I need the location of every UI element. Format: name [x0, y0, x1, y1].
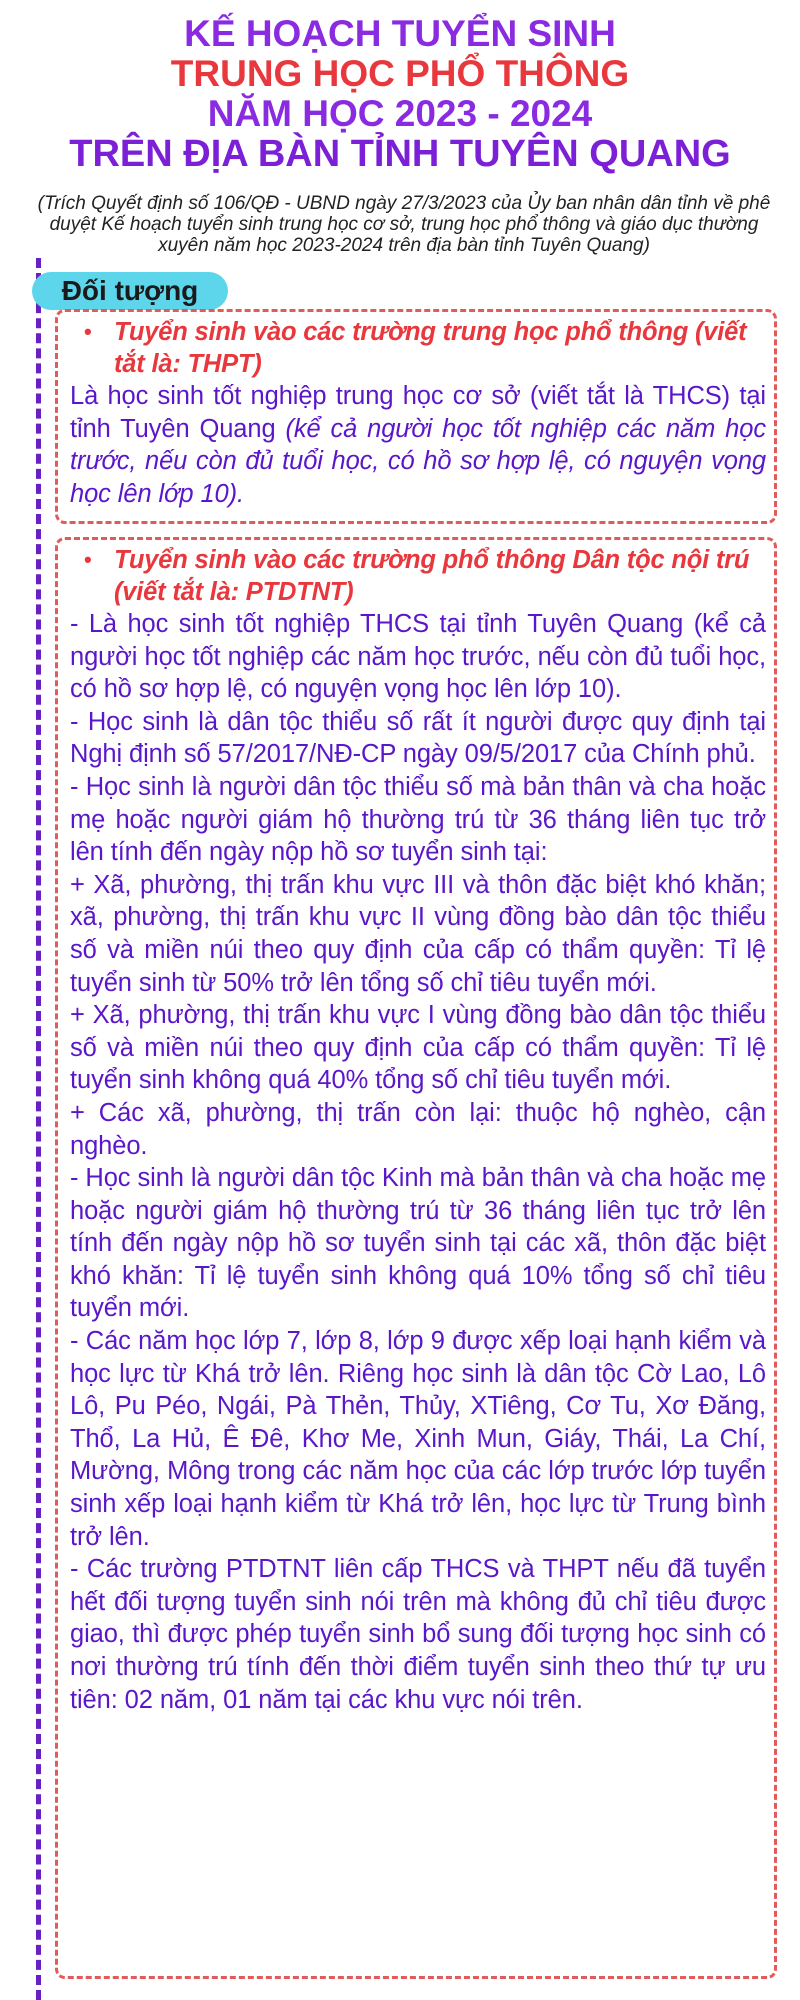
thpt-description: [70, 380, 766, 510]
section-label-pill: Đối tượng: [32, 272, 228, 310]
ptdtnt-heading: [70, 544, 766, 608]
thpt-description-italic: (kể cả người học tốt nghiệp các năm học trước, nếu còn đủ tuổi học, có hồ sơ hợp lệ, có nguyện vọng học lên lớp 10).: [70, 414, 766, 508]
ptdtnt-paragraph: - Các trường PTDTNT liên cấp THCS và THPT nếu đã tuyển hết đối tượng tuyển sinh nói trên mà không đủ chỉ tiêu được giao, thì được phép tuyển sinh bổ sung đối tượng học sinh có nơi thường trú tính đến thời điểm tuyển sinh theo thứ tự ưu tiên: 02 năm, 01 năm tại các khu vực nói trên.: [70, 1555, 766, 1714]
ptdtnt-paragraph: + Các xã, phường, thị trấn còn lại: thuộc hộ nghèo, cận nghèo.: [70, 1098, 766, 1160]
thpt-description-plain: Là học sinh tốt nghiệp trung học cơ sở (viết tắt là THCS) tại tỉnh Tuyên Quang: [70, 382, 766, 443]
ptdtnt-paragraph: - Học sinh là dân tộc thiểu số rất ít người được quy định tại Nghị định số 57/2017/NĐ-CP ngày 09/5/2017 của Chính phủ.: [70, 707, 766, 769]
thpt-box: [55, 309, 777, 524]
ptdtnt-paragraph: - Học sinh là người dân tộc thiểu số mà bản thân và cha hoặc mẹ hoặc người giám hộ thường trú từ 36 tháng liên tục trở lên tính đến ngày nộp hồ sơ tuyển sinh tại:: [70, 772, 766, 867]
title-line-2: TRUNG HỌC PHỔ THÔNG: [170, 53, 630, 94]
source-note: (Trích Quyết định số 106/QĐ - UBND ngày 27/3/2023 của Ủy ban nhân dân tỉnh về phê duyệt Kế hoạch tuyển sinh trung học cơ sở, trung học phổ thông và giáo dục thường xuyên năm học 2023-2024 trên địa bàn tỉnh Tuyên Quang): [37, 193, 771, 256]
thpt-heading-text: Tuyển sinh vào các trường trung học phổ thông (viết tắt là: THPT): [114, 318, 747, 378]
bullet-dot-icon: •: [84, 319, 92, 344]
title-line-3: NĂM HỌC 2023 - 2024: [207, 93, 593, 134]
bullet-dot-icon: •: [84, 547, 92, 572]
side-dashed-line: [36, 258, 41, 2000]
ptdtnt-box: [55, 537, 777, 1979]
ptdtnt-paragraph: + Xã, phường, thị trấn khu vực I vùng đồng bào dân tộc thiểu số và miền núi theo quy định của cấp có thẩm quyền: Tỉ lệ tuyển sinh không quá 40% tổng số chỉ tiêu tuyển mới.: [70, 1001, 766, 1095]
ptdtnt-paragraph: - Là học sinh tốt nghiệp THCS tại tỉnh Tuyên Quang (kể cả người học tốt nghiệp các năm học trước, nếu còn đủ tuổi học, có hồ sơ hợp lệ, có nguyện vọng học lên lớp 10).: [70, 610, 766, 704]
ptdtnt-heading-text: Tuyển sinh vào các trường phổ thông Dân tộc nội trú (viết tắt là: PTDTNT): [114, 546, 750, 606]
title-block: [0, 14, 800, 174]
thpt-heading: [70, 316, 766, 380]
title-line-4: TRÊN ĐỊA BÀN TỈNH TUYÊN QUANG: [69, 133, 731, 175]
ptdtnt-paragraph: + Xã, phường, thị trấn khu vực III và thôn đặc biệt khó khăn; xã, phường, thị trấn khu vực II vùng đồng bào dân tộc thiểu số và miền núi theo quy định của cấp có thẩm quyền: Tỉ lệ tuyển sinh từ 50% trở lên tổng số chỉ tiêu tuyển mới.: [70, 870, 766, 997]
ptdtnt-paragraph: - Các năm học lớp 7, lớp 8, lớp 9 được xếp loại hạnh kiểm và học lực từ Khá trở lên. Riêng học sinh là dân tộc Cờ Lao, Lô Lô, Pu Péo, Ngái, Pà Thẻn, Thủy, XTiêng, Cơ Tu, Xơ Đăng, Thổ, La Hủ, Ê Đê, Khơ Me, Xinh Mun, Giáy, Thái, La Chí, Mường, Mông trong các năm học của các lớp trước lớp tuyển sinh xếp loại hạnh kiểm từ Khá trở lên, học lực từ Trung bình trở lên.: [70, 1327, 766, 1551]
ptdtnt-paragraph: - Học sinh là người dân tộc Kinh mà bản thân và cha hoặc mẹ hoặc người giám hộ thường trú từ 36 tháng liên tục trở lên tính đến ngày nộp hồ sơ tuyển sinh tại các xã, thôn đặc biệt khó khăn: Tỉ lệ tuyển sinh không quá 10% tổng số chỉ tiêu tuyển mới.: [70, 1164, 766, 1323]
title-line-1: KẾ HOẠCH TUYỂN SINH: [184, 13, 616, 54]
